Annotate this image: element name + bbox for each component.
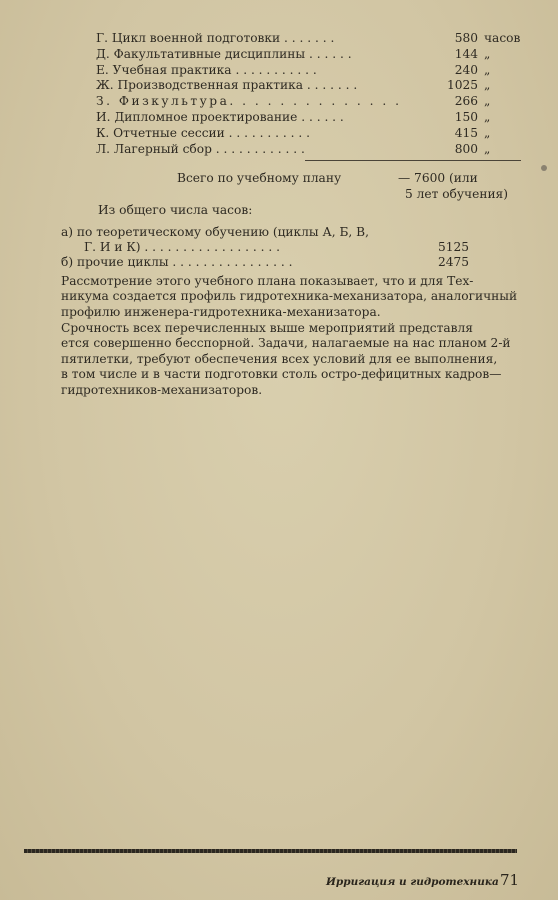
hours-list <box>96 31 536 157</box>
item-label: И. Дипломное проектирование . . . . . . <box>96 109 344 124</box>
item-unit: „ <box>484 125 491 140</box>
paragraph-line: гидротехников-механизаторов. <box>61 382 263 397</box>
breakdown-a-value: 5125 <box>438 240 470 254</box>
paragraph-line: никума создается профиль гидротехника-механизатора, аналогичный <box>61 289 518 304</box>
item-label: Л. Лагерный сбор . . . . . . . . . . . . <box>96 141 305 156</box>
item-label: Г. Цикл военной подготовки . . . . . . . <box>96 31 335 45</box>
paragraph-line: Срочность всех перечисленных выше мероприятий представля <box>61 321 473 335</box>
item-unit: „ <box>484 94 491 109</box>
breakdown-header: Из общего числа часов: <box>98 203 253 217</box>
item-value: 266 <box>454 94 478 109</box>
item-value: 1025 <box>446 78 478 93</box>
paragraph-2 <box>61 321 523 398</box>
item-label: Д. Факультативные дисциплины . . . . . . <box>96 46 352 61</box>
paragraph-line: в том числе и в части подготовки столь остро-дефицитных кадров— <box>61 367 502 382</box>
paragraph-line: Рассмотрение этого учебного плана показывает, что и для Тех- <box>61 274 474 288</box>
list-item <box>96 110 536 126</box>
item-value: 580 <box>454 31 478 45</box>
list-item <box>96 94 536 110</box>
item-value: 144 <box>454 46 478 61</box>
paragraph-line: пятилетки, требуют обеспечения всех условий для ее выполнения, <box>61 351 498 366</box>
item-unit: „ <box>484 46 491 61</box>
item-value: 150 <box>454 109 478 124</box>
sum-rule <box>305 160 521 161</box>
item-unit: часов <box>484 31 521 45</box>
item-unit: „ <box>484 78 491 93</box>
item-label: Ж. Производственная практика . . . . . . . <box>96 78 358 93</box>
item-label: Е. Учебная практика . . . . . . . . . . . <box>96 62 317 77</box>
total-duration: 5 лет обучения) <box>405 187 509 201</box>
paragraph-line: ется совершенно бесспорной. Задачи, налагаемые на нас планом 2-й <box>61 336 511 351</box>
list-item <box>96 78 536 94</box>
list-item <box>96 126 536 142</box>
breakdown-b-value: 2475 <box>438 255 470 269</box>
list-item <box>96 142 536 158</box>
item-label: К. Отчетные сессии . . . . . . . . . . . <box>96 125 311 140</box>
breakdown-b-label: б) прочие циклы . . . . . . . . . . . . . . . . <box>61 255 293 269</box>
total-label: Всего по учебному плану <box>177 171 342 185</box>
item-unit: „ <box>484 141 491 156</box>
breakdown-a-line2: Г. И и К) . . . . . . . . . . . . . . . . . . <box>84 240 280 254</box>
list-item <box>96 31 536 47</box>
item-value: 415 <box>454 125 478 140</box>
item-unit: „ <box>484 62 491 77</box>
item-label: З. Физкультура. . . . . . . . . . . . . . <box>96 94 402 109</box>
breakdown-a-line1: а) по теоретическому обучению (циклы А, Б, В, <box>61 225 369 239</box>
list-item <box>96 47 536 63</box>
list-item <box>96 63 536 79</box>
item-value: 800 <box>454 141 478 156</box>
item-unit: „ <box>484 109 491 124</box>
total-value: — 7600 (или <box>398 171 478 185</box>
paragraph-1 <box>61 274 523 320</box>
paper-speck <box>541 165 547 171</box>
running-title: Ирригация и гидротехника <box>326 876 499 888</box>
paragraph-line: профилю инженера-гидротехника-механизатора. <box>61 304 381 319</box>
item-value: 240 <box>454 62 478 77</box>
footer-rule <box>24 849 517 853</box>
page-number: 71 <box>500 871 520 889</box>
